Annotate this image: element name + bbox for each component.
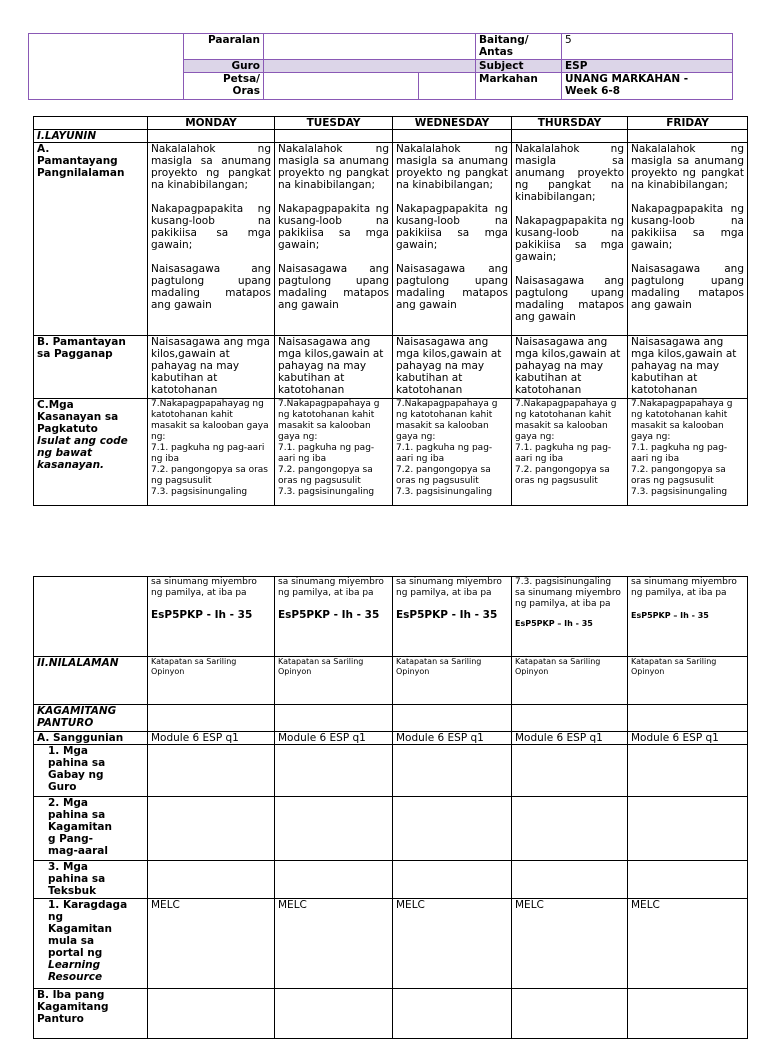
subject-value: ESP xyxy=(562,60,733,73)
markahan-value: UNANG MARKAHAN - Week 6-8 xyxy=(562,73,733,100)
competency-code: EsP5PKP - Ih - 35 xyxy=(278,609,380,621)
nilalaman-wednesday: Katapatan sa Sariling Opinyon xyxy=(393,657,512,705)
corner-cell xyxy=(34,117,148,130)
layunin-table xyxy=(33,116,748,506)
pagganap-wednesday: Naisasagawa ang mga kilos,gawain at pahayag na may kabutihan at katotohanan xyxy=(393,336,512,399)
pagganap-thursday: Naisasagawa ang mga kilos,gawain at pahayag na may kabutihan at katotohanan xyxy=(512,336,628,399)
nilalaman-label: II.NILALAMAN xyxy=(34,657,148,705)
sanggunian-tuesday: Module 6 ESP q1 xyxy=(275,732,393,745)
karagdagan-thursday: MELC xyxy=(512,899,628,989)
paaralan-label: Paaralan xyxy=(184,34,264,60)
pangnilalaman-monday: Nakalalahok ng masigla sa anumang proyekto ng pangkat na kinabibilangan; Nakapagpapakita ng kusang-loob na pakikiisa sa mga gawain; Naisasagawa ang pagtulong upang madaling matapos ang gawain xyxy=(148,143,275,336)
continuation-friday xyxy=(628,577,748,657)
sanggunian-monday: Module 6 ESP q1 xyxy=(148,732,275,745)
petsa-label: Petsa/ Oras xyxy=(184,73,264,100)
pagganap-tuesday: Naisasagawa ang mga kilos,gawain at pahayag na may kabutihan at katotohanan xyxy=(275,336,393,399)
pangnilalaman-tuesday: Nakalalahok ng masigla sa anumang proyekto ng pangkat na kinabibilangan; Nakapagpapakita ng kusang-loob na pakikiisa sa mga gawain; Naisasagawa ang pagtulong upang madaling matapos ang gawain xyxy=(275,143,393,336)
pagganap-friday: Naisasagawa ang mga kilos,gawain at pahayag na may kabutihan at katotohanan xyxy=(628,336,748,399)
competency-code: EsP5PKP - Ih - 35 xyxy=(151,609,253,621)
sanggunian-label: A. Sanggunian xyxy=(34,732,148,745)
karagdagan-monday: MELC xyxy=(148,899,275,989)
day-header-wednesday: WEDNESDAY xyxy=(393,117,512,130)
iba-pang-kagamitan-label: B. Iba pang Kagamitang Panturo xyxy=(34,989,148,1039)
guro-label: Guro xyxy=(184,60,264,73)
oras-value xyxy=(419,73,476,100)
paaralan-value xyxy=(264,34,476,60)
karagdagan-label: 1. Karagdaga ng Kagamitan mula sa portal ng xyxy=(48,899,128,959)
sanggunian-friday: Module 6 ESP q1 xyxy=(628,732,748,745)
baitang-value: 5 xyxy=(562,34,733,60)
karagdagan-tuesday: MELC xyxy=(275,899,393,989)
continuation-tuesday xyxy=(275,577,393,657)
sanggunian-thursday: Module 6 ESP q1 xyxy=(512,732,628,745)
karagdagan-friday: MELC xyxy=(628,899,748,989)
nilalaman-table xyxy=(33,576,748,1039)
pangnilalaman-thursday: Nakalalahok ng masigla sa anumang proyekto ng pangkat na kinabibilangan; Nakapagpapakita ng kusang-loob na pakikiisa sa mga gawain; Naisasagawa ang pagtulong upang madaling matapos ang gawain xyxy=(512,143,628,336)
pangnilalaman-wednesday: Nakalalahok ng masigla sa anumang proyekto ng pangkat na kinabibilangan; Nakapagpapakita ng kusang-loob na pakikiisa sa mga gawain; Naisasagawa ang pagtulong upang madaling matapos ang gawain xyxy=(393,143,512,336)
nilalaman-thursday: Katapatan sa Sariling Opinyon xyxy=(512,657,628,705)
gabay-guro-label: 1. Mga pahina sa Gabay ng Guro xyxy=(34,745,148,797)
subject-label: Subject xyxy=(476,60,562,73)
learning-resource-label: Learning Resource xyxy=(48,959,103,983)
kasanayan-thursday: 7.Nakapagpapahaya g ng katotohanan kahit masakit sa kalooban gaya ng: 7.1. pagkuha ng pag-aari ng iba 7.2. pangongopya sa oras ng pagsusulit xyxy=(512,399,628,506)
continuation-text: sa sinumang miyembro ng pamilya, at iba pa xyxy=(631,577,737,598)
kasanayan-monday: 7.Nakapagpapahayag ng katotohanan kahit masakit sa kalooban gaya ng: 7.1. pagkuha ng pag-aari ng iba 7.2. pangongopya sa oras ng pagsusulit 7.3. pagsisinungaling xyxy=(148,399,275,506)
nilalaman-monday: Katapatan sa Sariling Opinyon xyxy=(148,657,275,705)
pagganap-monday: Naisasagawa ang mga kilos,gawain at pahayag na may kabutihan at katotohanan xyxy=(148,336,275,399)
competency-code: EsP5PKP – Ih - 35 xyxy=(515,619,593,628)
kasanayan-tuesday: 7.Nakapagpapahaya g ng katotohanan kahit masakit sa kalooban gaya ng: 7.1. pagkuha ng pag-aari ng iba 7.2. pangongopya sa oras ng pagsusulit 7.3. pagsisinungaling xyxy=(275,399,393,506)
continuation-text: sa sinumang miyembro ng pamilya, at iba pa xyxy=(278,577,384,598)
kasanayan-label-cell xyxy=(34,399,148,506)
competency-code: EsP5PKP – Ih - 35 xyxy=(631,611,709,620)
baitang-label: Baitang/ Antas xyxy=(476,34,562,60)
nilalaman-tuesday: Katapatan sa Sariling Opinyon xyxy=(275,657,393,705)
header-table xyxy=(28,33,733,100)
continuation-text: 7.3. pagsisinungaling sa sinumang miyembro ng pamilya, at iba pa xyxy=(515,577,621,609)
continuation-thursday xyxy=(512,577,628,657)
guro-value xyxy=(264,60,476,73)
petsa-value xyxy=(264,73,419,100)
competency-code: EsP5PKP - Ih - 35 xyxy=(396,609,498,621)
day-header-tuesday: TUESDAY xyxy=(275,117,393,130)
markahan-label: Markahan xyxy=(476,73,562,100)
layunin-title: I.LAYUNIN xyxy=(34,130,148,143)
day-header-friday: FRIDAY xyxy=(628,117,748,130)
kasanayan-wednesday: 7.Nakapagpapahaya g ng katotohanan kahit masakit sa kalooban gaya ng: 7.1. pagkuha ng pag-aari ng iba 7.2. pangongopya sa oras ng pagsusulit 7.3. pagsisinungaling xyxy=(393,399,512,506)
continuation-text: sa sinumang miyembro ng pamilya, at iba pa xyxy=(151,577,257,598)
day-header-thursday: THURSDAY xyxy=(512,117,628,130)
karagdagan-label-cell xyxy=(34,899,148,989)
kasanayan-friday: 7.Nakapagpapahaya g ng katotohanan kahit masakit sa kalooban gaya ng: 7.1. pagkuha ng pag-aari ng iba 7.2. pangongopya sa oras ng pagsusulit 7.3. pagsisinungaling xyxy=(628,399,748,506)
pamantayan-pagganap-label: B. Pamantayan sa Pagganap xyxy=(34,336,148,399)
kasanayan-label: C.Mga Kasanayan sa Pagkatuto xyxy=(37,399,119,435)
continuation-label-cell xyxy=(34,577,148,657)
continuation-monday xyxy=(148,577,275,657)
pangnilalaman-friday: Nakalalahok ng masigla sa anumang proyekto ng pangkat na kinabibilangan; Nakapagpapakita ng kusang-loob na pakikiisa sa mga gawain; Naisasagawa ang pagtulong upang madaling matapos ang gawain xyxy=(628,143,748,336)
pamantayang-pangnilalaman-label: A. Pamantayang Pangnilalaman xyxy=(34,143,148,336)
sanggunian-wednesday: Module 6 ESP q1 xyxy=(393,732,512,745)
header-logo-cell xyxy=(29,34,184,100)
teksbuk-label: 3. Mga pahina sa Teksbuk xyxy=(34,861,148,899)
continuation-wednesday xyxy=(393,577,512,657)
kagamitang-panturo-label: KAGAMITANG PANTURO xyxy=(34,705,148,732)
kagamitan-mag-aaral-label: 2. Mga pahina sa Kagamitan g Pang- mag-aaral xyxy=(34,797,148,861)
karagdagan-wednesday: MELC xyxy=(393,899,512,989)
continuation-text: sa sinumang miyembro ng pamilya, at iba pa xyxy=(396,577,502,598)
kasanayan-instruction: Isulat ang code ng bawat kasanayan. xyxy=(37,435,128,471)
day-header-monday: MONDAY xyxy=(148,117,275,130)
nilalaman-friday: Katapatan sa Sariling Opinyon xyxy=(628,657,748,705)
